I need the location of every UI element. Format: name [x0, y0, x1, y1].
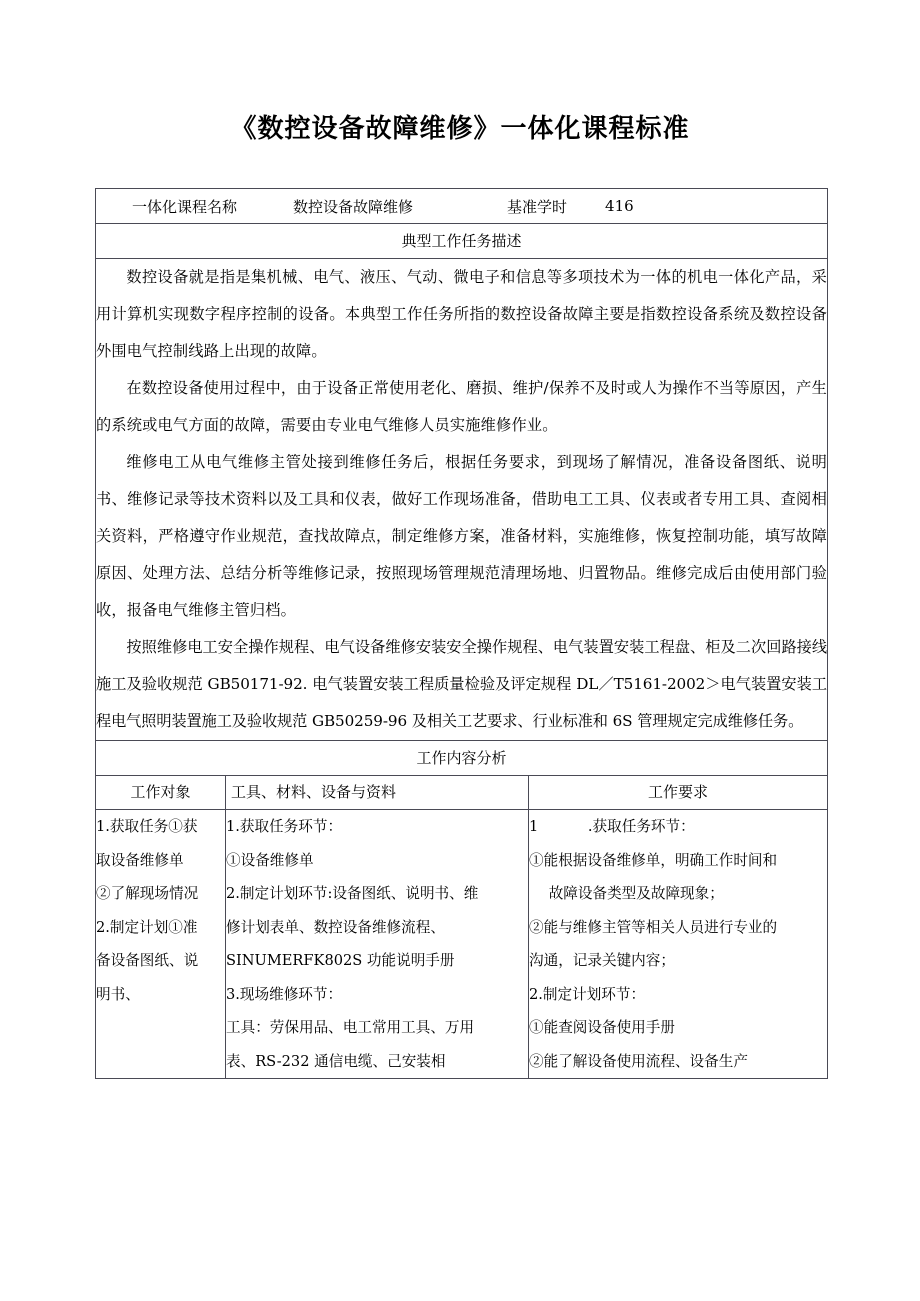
baseline-hours-label: 基准学时	[507, 197, 568, 216]
task-paragraph-3: 维修电工从电气维修主管处接到维修任务后，根据任务要求，到现场了解情况，准备设备图纸、说明书、维修记录等技术资料以及工具和仪表，做好工作现场准备，借助电工工具、仪表或者专用工具、查阅相关资料，严格遵守作业规范，查找故障点，制定维修方案，准备材料，实施维修，恢复控制功能，填写故障原因、处理方法、总结分析等维修记录，按照现场管理规范清理场地、归置物品。维修完成后由使用部门验收，报备电气维修主管归档。	[96, 453, 827, 619]
tools-materials-line: 修计划表单、数控设备维修流程、	[226, 918, 445, 936]
work-requirement-line: 2.制定计划环节：	[529, 985, 646, 1003]
work-requirement-line: 1 .获取任务环节：	[529, 818, 695, 835]
tools-materials-line: ①设备维修单	[226, 851, 314, 869]
tools-materials-line: 3.现场维修环节：	[226, 985, 343, 1003]
work-object-line: 备设备图纸、说	[96, 952, 199, 969]
work-object-line: 2.制定计划①准	[96, 918, 198, 936]
baseline-hours-value: 416	[605, 197, 634, 215]
work-requirement-line: 沟通，记录关键内容；	[529, 952, 675, 969]
table-row-task-description	[96, 259, 828, 741]
tools-materials-line: 1.获取任务环节：	[226, 818, 343, 835]
content-analysis-banner: 工作内容分析	[96, 741, 828, 776]
course-name-value: 数控设备故障维修	[293, 197, 414, 216]
work-object-cell	[96, 810, 226, 1079]
work-object-line: ②了解现场情况	[96, 885, 199, 902]
work-requirement-line-number: 1	[529, 818, 539, 835]
work-object-line: 取设备维修单	[96, 851, 184, 869]
column-header-tools-materials: 工具、材料、设备与资料	[226, 776, 529, 810]
course-standard-table	[95, 188, 828, 1079]
task-paragraph-1: 数控设备就是指是集机械、电气、液压、气动、微电子和信息等多项技术为一体的机电一体化产品，采用计算机实现数字程序控制的设备。本典型工作任务所指的数控设备故障主要是指数控设备系统及数控设备外围电气控制线路上出现的故障。	[96, 268, 827, 360]
tools-materials-line: SINUMERFK802S 功能说明手册	[226, 952, 455, 969]
work-requirement-line: ①能根据设备维修单，明确工作时间和	[529, 851, 778, 869]
tools-materials-cell	[226, 810, 529, 1079]
column-header-work-object: 工作对象	[96, 776, 226, 810]
work-requirement-line: 故障设备类型及故障现象；	[548, 885, 724, 902]
tools-materials-line: 表、RS-232 通信电缆、己安装相	[226, 1052, 446, 1070]
meta-cell	[96, 189, 828, 224]
work-requirement-line: ②能了解设备使用流程、设备生产	[529, 1052, 748, 1070]
table-row-column-headers	[96, 776, 828, 810]
table-row-analysis-body	[96, 810, 828, 1079]
page-title: 《数控设备故障维修》一体化课程标准	[230, 114, 690, 144]
work-object-line: 1.获取任务①获	[96, 818, 198, 835]
tools-materials-line: 2.制定计划环节:设备图纸、说明书、维	[226, 885, 479, 902]
tools-materials-line: 工具：劳保用品、电工常用工具、万用	[226, 1019, 475, 1036]
work-object-line: 明书、	[96, 985, 140, 1003]
task-description-banner: 典型工作任务描述	[96, 224, 828, 259]
task-description-cell	[96, 259, 828, 741]
table-row-meta	[96, 189, 828, 224]
work-requirements-cell	[529, 810, 828, 1079]
table-row-analysis-banner	[96, 741, 828, 776]
work-requirement-line: ①能查阅设备使用手册	[529, 1019, 675, 1036]
task-paragraph-2: 在数控设备使用过程中，由于设备正常使用老化、磨损、维护/保养不及时或人为操作不当等原因，产生的系统或电气方面的故障，需要由专业电气维修人员实施维修作业。	[96, 379, 827, 434]
table-row-task-banner	[96, 224, 828, 259]
work-requirement-line: ②能与维修主管等相关人员进行专业的	[529, 918, 778, 936]
course-name-label: 一体化课程名称	[132, 197, 238, 216]
task-paragraph-4: 按照维修电工安全操作规程、电气设备维修安装安全操作规程、电气装置安装工程盘、柜及二次回路接线施工及验收规范 GB50171-92. 电气装置安装工程质量检验及评定规程 DL／T5161-2002＞电气装置安装工程电气照明装置施工及验收规范 GB50259-96 及相关工艺要求、行业标准和 6S 管理规定完成维修任务。	[96, 638, 827, 730]
column-header-work-requirements: 工作要求	[529, 776, 828, 810]
